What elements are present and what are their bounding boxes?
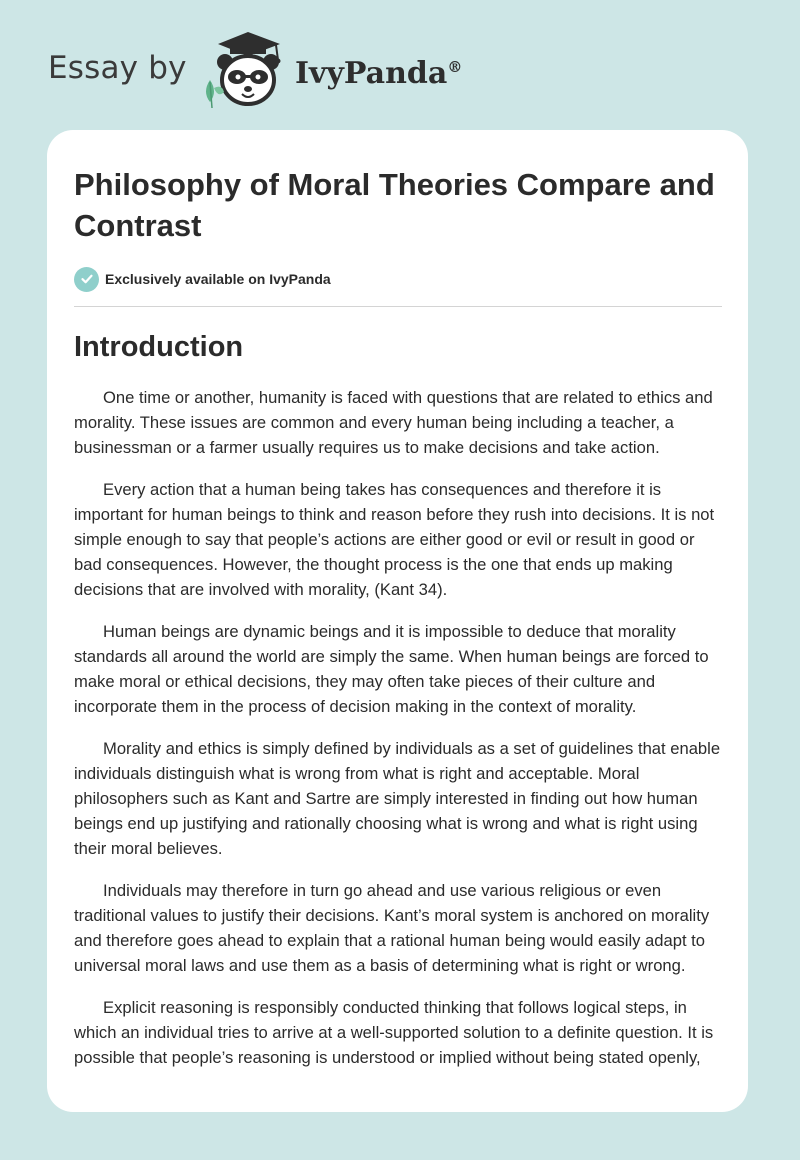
essay-body: [74, 385, 722, 1070]
paragraph: Morality and ethics is simply defined by individuals as a set of guidelines that enable individuals distinguish what is wrong from what is right and acceptable. Moral philosophers such as Kant and Sartre are simply interested in finding out how human beings end up justifying and rationally choosing what is wrong and what is right using their moral believes.: [74, 739, 721, 858]
panda-logo-icon[interactable]: [200, 30, 292, 110]
essay-card: [47, 130, 748, 1112]
paragraph: One time or another, humanity is faced with questions that are related to ethics and morality. These issues are common and every human being including a teacher, a businessman or a farmer usually requires us to make decisions and take action.: [74, 388, 713, 457]
paragraph: Human beings are dynamic beings and it is impossible to deduce that morality standards all around the world are simply the same. When human beings are forced to make moral or ethical decisions, they may often take pieces of their culture and incorporate them in the process of decision making in the context of morality.: [74, 622, 709, 716]
divider: [74, 306, 722, 307]
brand-name[interactable]: [295, 56, 462, 91]
exclusive-badge-label: Exclusively available on IvyPanda: [105, 271, 331, 287]
paragraph: Every action that a human being takes has consequences and therefore it is important for human beings to think and reason before they rush into decisions. It is not simple enough to say that people’s actions are either good or evil or result in good or bad consequences. However, the thought process is the one that ends up making decisions that are involved with morality, (Kant 34).: [74, 480, 715, 599]
paragraph: Individuals may therefore in turn go ahead and use various religious or even traditional values to justify their decisions. Kant’s moral system is anchored on morality and therefore goes ahead to explain that a rational human being would easily adapt to universal moral laws and use them as a basis of determining what is right or wrong.: [74, 881, 710, 975]
essay-title: Philosophy of Moral Theories Compare and Contrast: [74, 167, 715, 243]
site-header: [48, 30, 548, 110]
essay-content: [74, 164, 722, 1087]
essay-by-label: Essay by: [48, 50, 187, 86]
brand-text: IvyPanda: [295, 56, 448, 91]
registered-mark: ®: [447, 58, 463, 76]
section-heading: Introduction: [74, 331, 244, 363]
check-icon: [74, 267, 99, 292]
paragraph: Explicit reasoning is responsibly conducted thinking that follows logical steps, in which an individual tries to arrive at a well-supported solution to a definite question. It is possible that people’s reasoning is understood or implied without being stated openly,: [74, 998, 714, 1067]
exclusive-badge: [74, 264, 722, 294]
